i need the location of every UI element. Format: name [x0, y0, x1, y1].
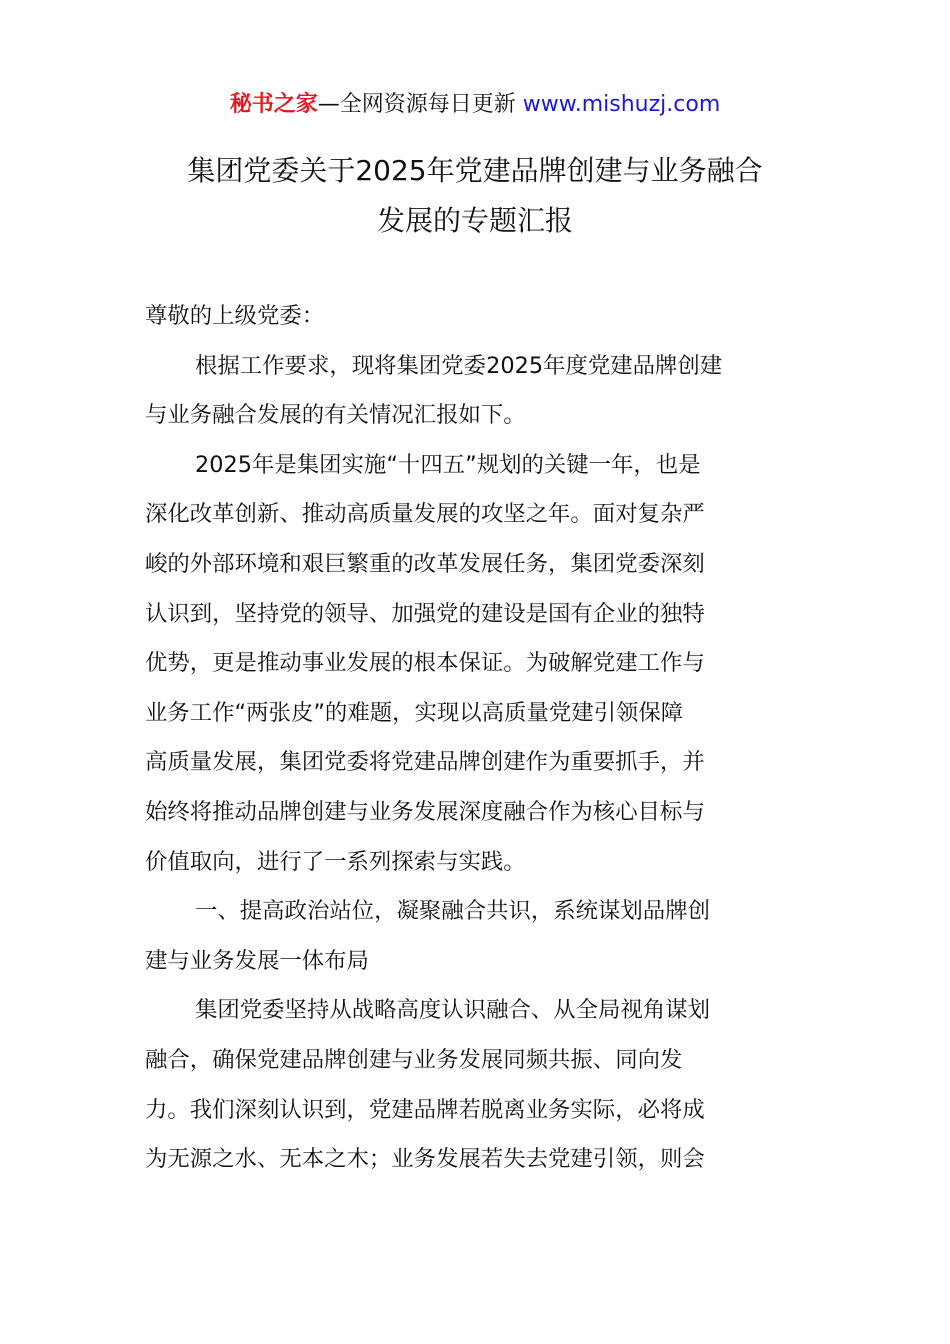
- section-heading: 一、提高政治站位，凝聚融合共识，系统谋划品牌创: [195, 898, 710, 925]
- body-line: 价值取向，进行了一系列探索与实践。: [145, 848, 526, 875]
- brand-name: 秘书之家: [229, 92, 318, 117]
- section-heading: 建与业务发展一体布局: [145, 947, 369, 974]
- body-line: 认识到，坚持党的领导、加强党的建设是国有企业的独特: [145, 600, 705, 627]
- title-line-2: 发展的专题汇报: [376, 204, 573, 237]
- body-line: 力。我们深刻认识到，党建品牌若脱离业务实际，必将成: [145, 1096, 705, 1123]
- body-line: 高质量发展，集团党委将党建品牌创建作为重要抓手，并: [145, 749, 705, 776]
- body-line: 深化改革创新、推动高质量发展的攻坚之年。面对复杂严: [145, 501, 705, 528]
- header-tagline: —全网资源每日更新: [317, 92, 523, 117]
- title-line-1: 集团党委关于2025年党建品牌创建与业务融合: [187, 154, 763, 187]
- body-line: 与业务融合发展的有关情况汇报如下。: [145, 402, 526, 429]
- document-title: [120, 146, 830, 246]
- site-header: [0, 88, 950, 122]
- body-line: 始终将推动品牌创建与业务发展深度融合作为核心目标与: [145, 798, 705, 825]
- body-line: 优势，更是推动事业发展的根本保证。为破解党建工作与: [145, 650, 705, 677]
- document-body: [145, 292, 807, 1185]
- body-line: 峻的外部环境和艰巨繁重的改革发展任务，集团党委深刻: [145, 550, 705, 577]
- body-line: 根据工作要求，现将集团党委2025年度党建品牌创建: [195, 352, 723, 379]
- body-line: 2025年是集团实施“十四五”规划的关键一年，也是: [195, 451, 701, 478]
- body-line: 融合，确保党建品牌创建与业务发展同频共振、同向发: [145, 1046, 683, 1073]
- body-line: 业务工作“两张皮”的难题，实现以高质量党建引领保障: [145, 699, 684, 726]
- body-line: 集团党委坚持从战略高度认识融合、从全局视角谋划: [195, 997, 710, 1024]
- site-url-link[interactable]: www.mishuzj.com: [522, 92, 721, 117]
- salutation: 尊敬的上级党委：: [145, 303, 325, 329]
- body-line: 为无源之水、无本之木；业务发展若失去党建引领，则会: [145, 1146, 705, 1173]
